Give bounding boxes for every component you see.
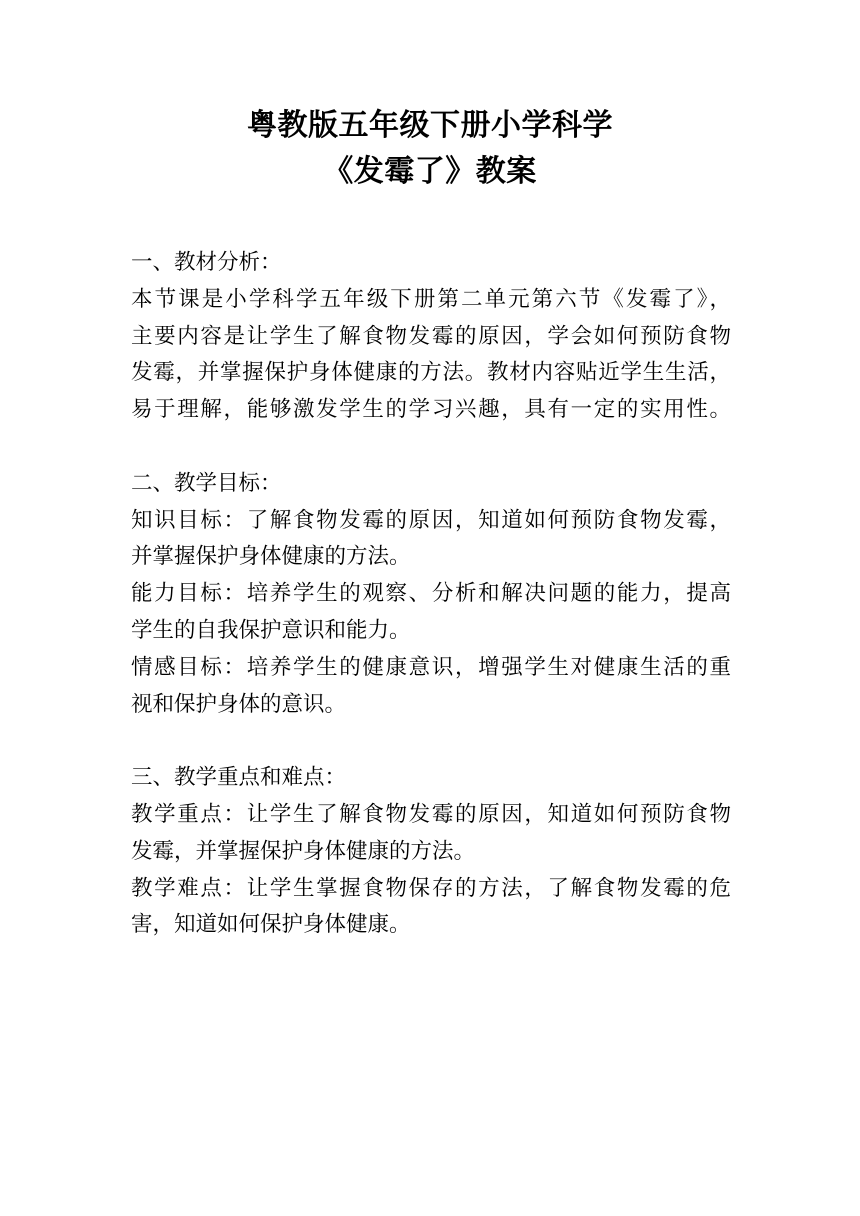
document-body bbox=[131, 245, 731, 944]
paragraph-line: 视和保护身体的意识。 bbox=[131, 691, 347, 717]
paragraph-line: 能力目标：培养学生的观察、分析和解决问题的能力，提高 bbox=[131, 581, 731, 607]
section-key-and-difficult-points bbox=[131, 760, 731, 944]
section-teaching-objectives bbox=[131, 466, 731, 724]
section-heading: 二、教学目标： bbox=[131, 470, 282, 496]
paragraph-line: 情感目标：培养学生的健康意识，增强学生对健康生活的重 bbox=[131, 654, 731, 680]
section-heading: 三、教学重点和难点： bbox=[131, 765, 347, 791]
paragraph-line: 学生的自我保护意识和能力。 bbox=[131, 617, 411, 643]
paragraph-line: 教学难点：让学生掌握食物保存的方法，了解食物发霉的危 bbox=[131, 875, 731, 901]
paragraph-line: 知识目标：了解食物发霉的原因，知道如何预防食物发霉， bbox=[131, 507, 731, 533]
blank-line bbox=[131, 429, 731, 466]
paragraph-line: 主要内容是让学生了解食物发霉的原因，学会如何预防食物 bbox=[131, 323, 731, 349]
blank-line bbox=[131, 723, 731, 760]
paragraph-line: 易于理解，能够激发学生的学习兴趣，具有一定的实用性。 bbox=[131, 397, 731, 423]
section-teaching-material-analysis bbox=[131, 245, 731, 429]
paragraph-line: 害，知道如何保护身体健康。 bbox=[131, 912, 411, 938]
paragraph-line: 并掌握保护身体健康的方法。 bbox=[131, 544, 411, 570]
paragraph-line: 发霉，并掌握保护身体健康的方法。 bbox=[131, 838, 476, 864]
paragraph-line: 本节课是小学科学五年级下册第二单元第六节《发霉了》， bbox=[131, 286, 731, 312]
document-title-line-1: 粤教版五年级下册小学科学 bbox=[247, 108, 613, 143]
paragraph-line: 教学重点：让学生了解食物发霉的原因，知道如何预防食物 bbox=[131, 801, 731, 827]
paragraph-line: 发霉，并掌握保护身体健康的方法。教材内容贴近学生生活， bbox=[131, 360, 731, 386]
document-title-line-2: 《发霉了》教案 bbox=[323, 154, 537, 189]
section-heading: 一、教材分析： bbox=[131, 250, 282, 275]
